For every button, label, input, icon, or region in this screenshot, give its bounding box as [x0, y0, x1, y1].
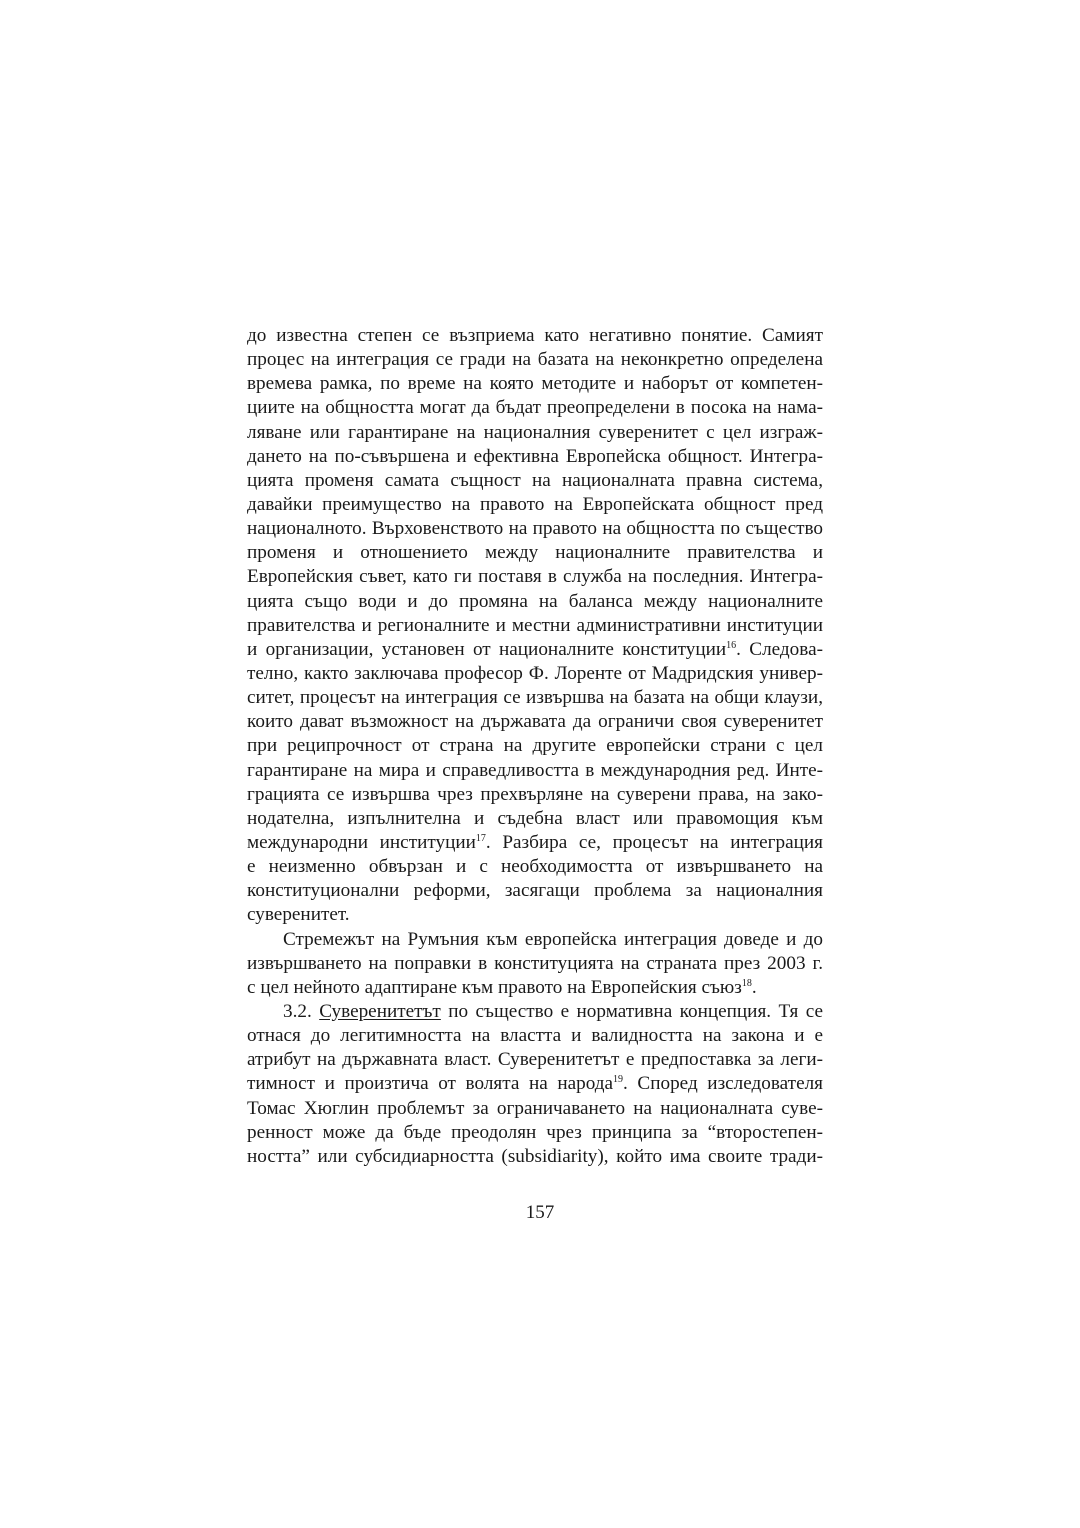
text-line: [247, 976, 823, 1000]
text-fragment: . Според изследователя: [623, 1073, 823, 1095]
text-line: конституционални реформи, засягащи проблема за националния: [247, 880, 823, 902]
body-text: [247, 324, 823, 1169]
text-line: до известна степен се възприема като негативно понятие. Самият: [247, 325, 823, 346]
footnote-ref-19: 19: [613, 1074, 624, 1086]
text-fragment: и организации, установен от националните конституции: [247, 638, 727, 660]
footnote-ref-16: 16: [726, 639, 737, 651]
text-line: нодателна, изпълнителна и съдебна власт или правомощия към: [247, 807, 823, 829]
page-number: 157: [525, 1202, 555, 1223]
text-line: Стремежът на Румъния към европейска интеграция доведе и до: [283, 928, 823, 950]
footnote-ref-17: 17: [475, 832, 486, 844]
text-line: гарантиране на мира и справедливостта в международния ред. Инте-: [247, 759, 823, 781]
text-line: суверенитет.: [247, 904, 350, 926]
text-fragment: международни институции: [247, 831, 476, 853]
text-line: които дават възможност на държавата да ограничи своя суверенитет: [247, 711, 823, 733]
text-fragment: с цел нейното адаптиране към правото на Европейския съюз: [247, 976, 742, 998]
text-line: Европейския съвет, като ги поставя в служба на последния. Интегра-: [247, 566, 823, 588]
text-line: цията променя самата същност на националната правна система,: [247, 469, 823, 491]
text-fragment: по същество е нормативна концепция. Тя се: [440, 1000, 823, 1022]
text-line: извършването на поправки в конституцията на страната през 2003 г.: [247, 952, 823, 974]
text-line: давайки преимущество на правото на Европейската общност пред: [247, 493, 823, 515]
text-line: при реципрочност от страна на другите европейски страни с цел: [247, 735, 823, 757]
text-line: [247, 1000, 823, 1024]
footnote-ref-18: 18: [741, 977, 752, 989]
text-line: ляване или гарантиране на националния суверенитет с цел изграж-: [247, 421, 823, 443]
text-line: грацията се извършва чрез прехвърляне на суверени права, на зако-: [247, 783, 823, 805]
text-fragment: . Следова-: [736, 638, 823, 660]
text-fragment: тимност и произтича от волята на народа: [247, 1073, 614, 1095]
text-line: циите на общността могат да бъдат преопределени в посока на нама-: [247, 397, 823, 419]
text-line: атрибут на държавната власт. Суверенитетът е предпоставка за леги-: [247, 1049, 823, 1071]
section-number: 3.2.: [283, 1000, 320, 1022]
text-line: цията също води и до промяна на баланса между националните: [247, 590, 823, 612]
text-line: процес на интеграция се гради на базата на неконкретно определена: [247, 349, 823, 371]
text-line: ността” или субсидиарността (subsidiarity), който има своите тради-: [247, 1145, 823, 1167]
text-line: отнася до легитимността на властта и валидността на закона и е: [247, 1025, 823, 1047]
text-line: Томас Хюглин проблемът за ограничаването на националната суве-: [247, 1097, 823, 1119]
text-line: телно, както заключава професор Ф. Лоренте от Мадридския универ-: [247, 662, 823, 684]
text-fragment: . Разбира се, процесът на интеграция: [485, 831, 823, 853]
text-fragment: .: [751, 976, 757, 998]
text-line: е неизменно обвързан и с необходимостта от извършването на: [247, 856, 823, 878]
text-line: [247, 1072, 823, 1096]
text-line: ренност може да бъде преодолян чрез принципа за “второстепен-: [247, 1121, 823, 1143]
text-line: правителства и регионалните и местни административни институции: [247, 614, 823, 636]
section-term: Суверенитетът: [319, 1000, 441, 1022]
text-line: времева рамка, по време на която методите и наборът от компетен-: [247, 373, 823, 395]
text-line: дането на по-съвършена и ефективна Европейска общност. Интегра-: [247, 445, 823, 467]
text-line: променя и отношението между националните правителства и: [247, 542, 823, 564]
text-line: ситет, процесът на интеграция се извършва на базата на общи клаузи,: [247, 687, 823, 709]
text-line: [247, 638, 823, 662]
text-line: националното. Върховенството на правото на общността по същество: [247, 518, 823, 540]
text-line: [247, 831, 823, 855]
